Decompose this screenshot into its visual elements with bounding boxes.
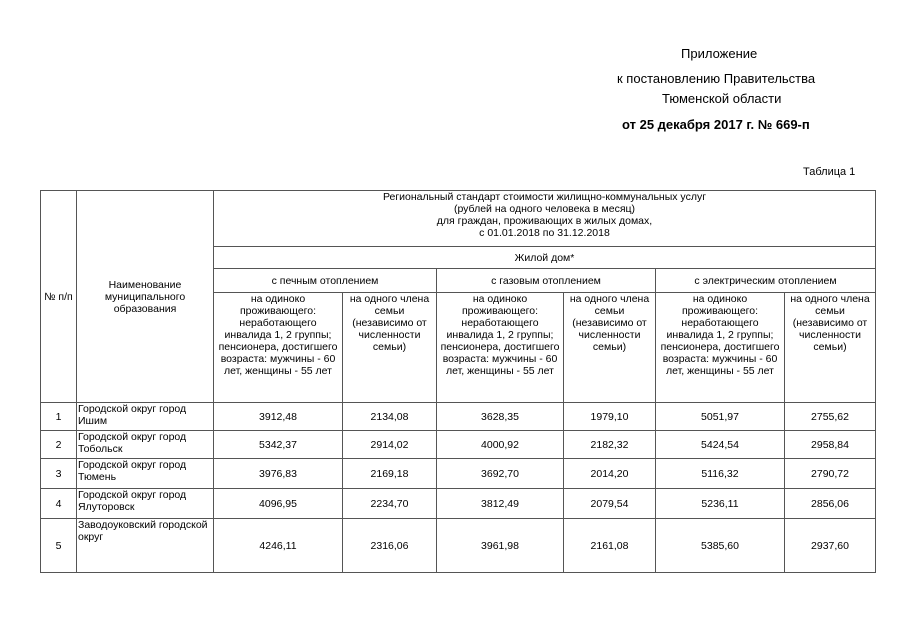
value-cell: 3692,70 (437, 459, 564, 489)
value-cell: 3976,83 (214, 459, 343, 489)
table-title-line: с 01.01.2018 по 31.12.2018 (479, 227, 610, 239)
value-cell: 3628,35 (437, 403, 564, 431)
value-cell: 2079,54 (564, 489, 656, 519)
value-cell: 2182,32 (564, 431, 656, 459)
table-row (41, 459, 876, 489)
value-cell: 2937,60 (785, 519, 876, 573)
row-name: Городской округ город Тюмень (77, 459, 214, 489)
value-cell: 5051,97 (656, 403, 785, 431)
value-cell: 4000,92 (437, 431, 564, 459)
table-title-line: для граждан, проживающих в жилых домах, (436, 215, 653, 227)
row-name: Городской округ город Ишим (77, 403, 214, 431)
sub-header-single: на одиноко проживающего: неработающего инвалида 1, 2 группы; пенсионера, достигшего возраста: мужчины - 60 лет, женщины - 55 лет (437, 293, 564, 403)
value-cell: 2169,18 (343, 459, 437, 489)
value-cell: 5116,32 (656, 459, 785, 489)
row-number: 5 (41, 519, 77, 573)
row-name: Заводоуковский городской округ (77, 519, 214, 573)
sub-header-single: на одиноко проживающего: неработающего инвалида 1, 2 группы; пенсионера, достигшего возраста: мужчины - 60 лет, женщины - 55 лет (656, 293, 785, 403)
value-cell: 5424,54 (656, 431, 785, 459)
sub-header-single: на одиноко проживающего: неработающего инвалида 1, 2 группы; пенсионера, достигшего возраста: мужчины - 60 лет, женщины - 55 лет (214, 293, 343, 403)
group-header-gas: с газовым отоплением (437, 269, 656, 293)
value-cell: 2856,06 (785, 489, 876, 519)
standard-cost-table (40, 190, 876, 573)
resolution-date: от 25 декабря 2017 г. № 669-п (622, 117, 810, 132)
row-name: Городской округ город Тобольск (77, 431, 214, 459)
col-header-number: № п/п (41, 191, 77, 403)
value-cell: 2790,72 (785, 459, 876, 489)
group-header-electric: с электрическим отоплением (656, 269, 876, 293)
value-cell: 2914,02 (343, 431, 437, 459)
value-cell: 4246,11 (214, 519, 343, 573)
row-name: Городской округ город Ялуторовск (77, 489, 214, 519)
table-row (41, 431, 876, 459)
value-cell: 2134,08 (343, 403, 437, 431)
table-title-line: Региональный стандарт стоимости жилищно-коммунальных услуг (382, 191, 707, 203)
value-cell: 2316,06 (343, 519, 437, 573)
table-row (41, 489, 876, 519)
row-number: 4 (41, 489, 77, 519)
group-header-stove: с печным отоплением (214, 269, 437, 293)
sub-header-member: на одного члена семьи (независимо от численности семьи) (343, 293, 437, 403)
table-row (41, 403, 876, 431)
sub-header-member: на одного члена семьи (независимо от численности семьи) (785, 293, 876, 403)
resolution-line: к постановлению Правительства (617, 71, 816, 86)
row-number: 3 (41, 459, 77, 489)
sub-header-member: на одного члена семьи (независимо от численности семьи) (564, 293, 656, 403)
col-header-name: Наименование муниципального образования (77, 191, 214, 403)
house-type-header: Жилой дом* (214, 247, 876, 269)
table-title (214, 191, 876, 247)
value-cell: 2755,62 (785, 403, 876, 431)
value-cell: 5342,37 (214, 431, 343, 459)
value-cell: 2014,20 (564, 459, 656, 489)
value-cell: 2958,84 (785, 431, 876, 459)
table-title-line: (рублей на одного человека в месяц) (453, 203, 636, 215)
value-cell: 3912,48 (214, 403, 343, 431)
value-cell: 3961,98 (437, 519, 564, 573)
value-cell: 2161,08 (564, 519, 656, 573)
value-cell: 2234,70 (343, 489, 437, 519)
value-cell: 5385,60 (656, 519, 785, 573)
table-row (41, 519, 876, 573)
appendix-label: Приложение (681, 46, 758, 61)
row-number: 2 (41, 431, 77, 459)
value-cell: 5236,11 (656, 489, 785, 519)
table-label: Таблица 1 (803, 166, 856, 178)
region-line: Тюменской области (662, 91, 782, 106)
value-cell: 3812,49 (437, 489, 564, 519)
value-cell: 1979,10 (564, 403, 656, 431)
value-cell: 4096,95 (214, 489, 343, 519)
row-number: 1 (41, 403, 77, 431)
